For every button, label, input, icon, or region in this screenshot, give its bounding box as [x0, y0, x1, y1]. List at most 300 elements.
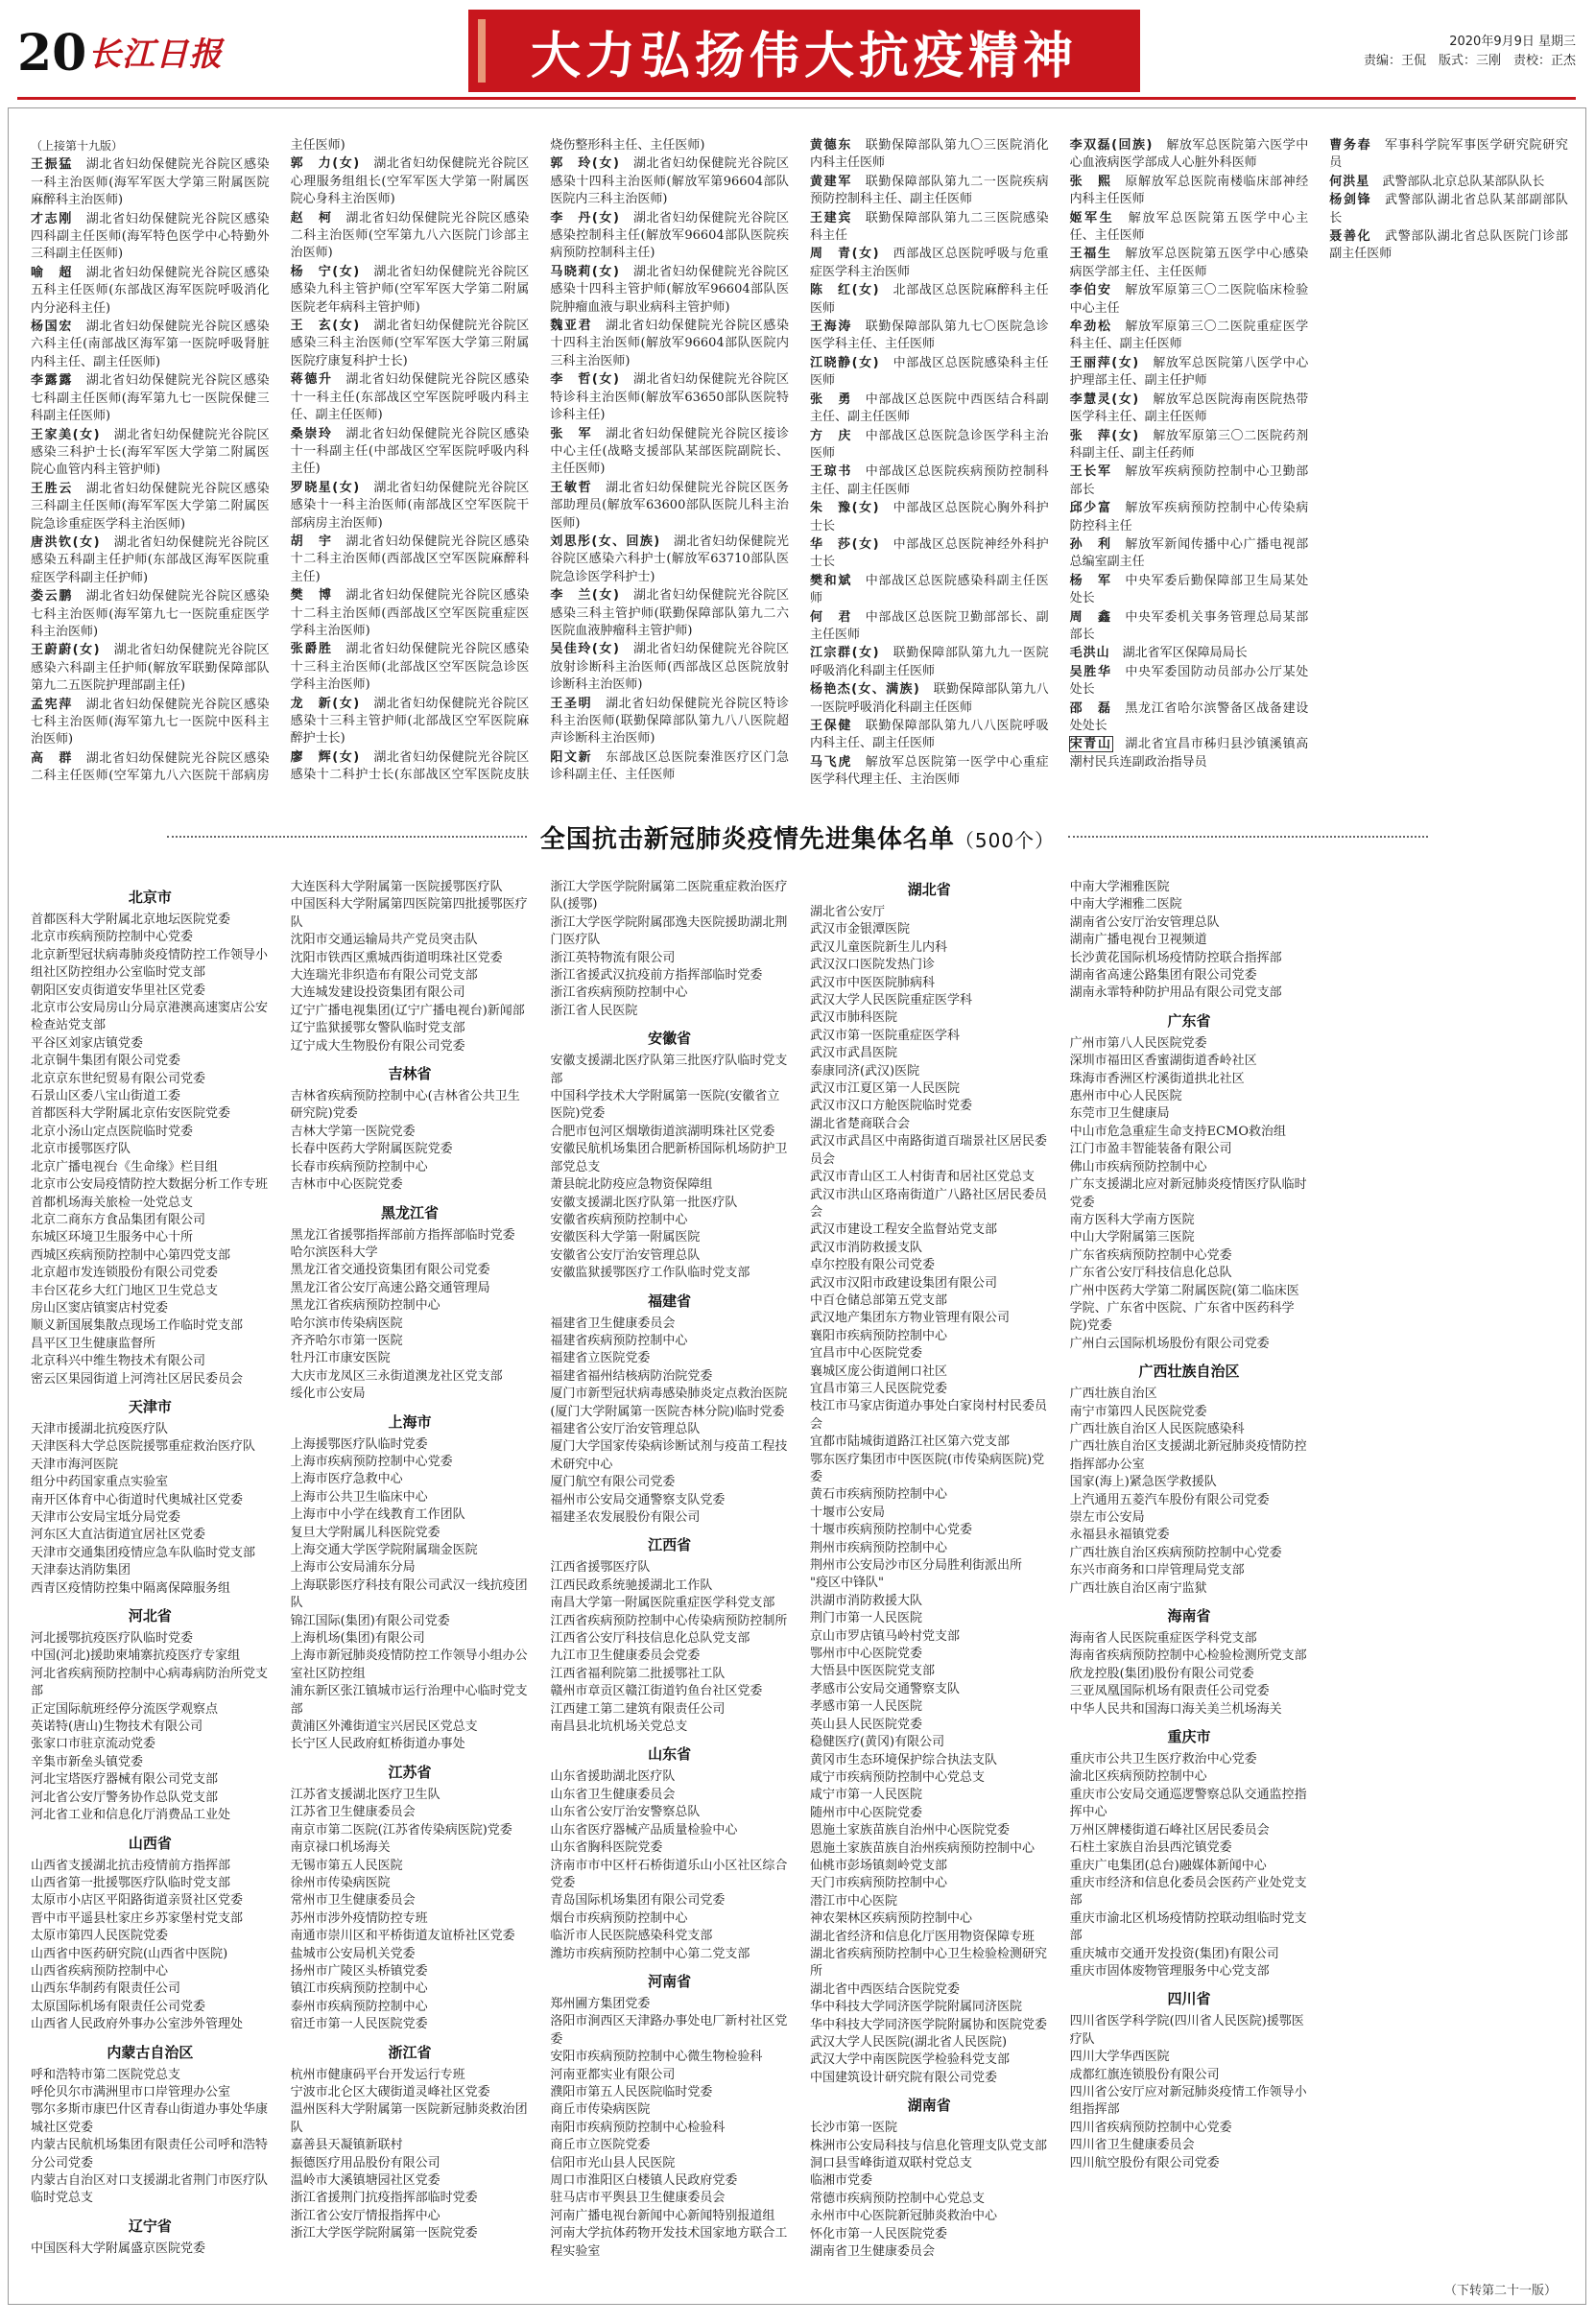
honoree-description: 军事科学院军事医学研究院研究员 — [1329, 138, 1568, 171]
honoree-description: 中部战区总医院感染科主任医师 — [809, 355, 1049, 389]
collective-entry: 安徽民航机场集团合肥新桥国际机场防护卫部党总支 — [550, 1142, 788, 1174]
collective-entry: 天津泰达消防集团 — [31, 1563, 131, 1578]
collective-entry: 上海交通大学医学院附属瑞金医院 — [290, 1543, 478, 1557]
honoree-description: 解放军原第三〇二医院临床检验中心主任 — [1069, 283, 1309, 316]
collective-entry: 平谷区刘家店镇党委 — [31, 1035, 144, 1051]
masthead — [17, 10, 1576, 94]
honoree-entry — [550, 426, 789, 479]
collective-entry: 青岛国际机场集团有限公司党委 — [550, 1893, 726, 1909]
honoree-name: 黄建军 — [809, 174, 853, 189]
honoree-name: 郭 玲(女) — [550, 156, 620, 172]
honoree-name: 邱少富 — [1069, 501, 1112, 516]
collective-entry: 湖南省卫生健康委员会 — [809, 2244, 935, 2260]
honoree-name: 李伯安 — [1069, 283, 1112, 298]
honoree-entry — [31, 534, 270, 587]
collective-entry: 神农架林区疾病预防控制中心 — [809, 1911, 972, 1927]
honoree-description: 湖北省妇幼保健院光谷院区感染控制科主任(解放军96604部队医院疾病预防控制科主任) — [550, 210, 789, 261]
collective-entry: 湖南永霏特种防护用品有限公司党支部 — [1069, 985, 1282, 1001]
honoree-entry — [550, 371, 789, 424]
province-heading: 广东省 — [1167, 1011, 1211, 1030]
collective-entry: 江苏省卫生健康委员会 — [290, 1805, 416, 1820]
honoree-name: 魏亚君 — [550, 319, 593, 334]
honoree-entry — [1070, 463, 1309, 499]
honoree-description: 湖北省妇幼保健院光谷院区感染九科主管护师(空军军医大学第二附属医院老年病科主管护师) — [290, 264, 530, 315]
collective-entry: 驻马店市平舆县卫生健康委员会 — [550, 2191, 726, 2206]
collective-entry: 武汉大学人民医院(湖北省人民医院) — [809, 2035, 1008, 2050]
honoree-entry — [810, 500, 1049, 535]
honoree-description: 湖北省妇幼保健院光谷院区感染十二科护士长(东部战区空军医院皮肤烧伤整形科主任、主任医师) — [290, 138, 705, 783]
collective-entry: 东莞市卫生健康局 — [1069, 1106, 1170, 1122]
collective-entry: 山西省疾病预防控制中心 — [31, 1963, 169, 1979]
collective-entry: 南开区体育中心街道时代奥城社区党委 — [31, 1492, 244, 1507]
province-heading: 江西省 — [648, 1536, 692, 1554]
honoree-name: 黄德东 — [809, 138, 853, 153]
honoree-name: 张 军 — [550, 426, 593, 441]
collective-entry: 仙桃市彭场镇剡岭党支部 — [809, 1858, 947, 1873]
collective-entry: 安阳市疾病预防控制中心微生物检验科 — [550, 2050, 763, 2065]
honoree-entry — [291, 371, 530, 424]
collective-entry: 深圳市福田区香蜜湖街道香岭社区 — [1069, 1054, 1257, 1069]
honoree-name: 杨 宁(女) — [290, 264, 361, 279]
honoree-description: 联勤保障部队第九二三医院感染科主任 — [809, 210, 1049, 244]
honoree-entry — [550, 318, 789, 370]
collective-entry: 天津市海河医院 — [31, 1457, 119, 1472]
honoree-entry — [810, 246, 1049, 281]
honoree-description: 解放军原第三〇二医院重症医学科主任、副主任医师 — [1069, 320, 1309, 352]
honoree-name: 曹务春 — [1329, 138, 1372, 153]
collective-entry: 广东支援湖北应对新冠肺炎疫情医疗队临时党委 — [1069, 1177, 1307, 1210]
collective-entry: 中山大学附属第三医院 — [1069, 1230, 1195, 1245]
honoree-description: 武警部队湖北省总队某部副部队长 — [1329, 193, 1568, 225]
collective-entry: 嘉善县天凝镇新联村 — [290, 2138, 403, 2153]
collective-entry: 宜都市陆城街道路江社区第六党支部 — [809, 1435, 1010, 1450]
collective-entry: 武汉市中医医院肺病科 — [809, 975, 935, 990]
honoree-name: 郭 力(女) — [290, 156, 361, 172]
continued-from-note: （上接第十九版） — [31, 139, 124, 153]
collective-entry: 北京市公安局房山分局京港澳高速窦店公安检查站党支部 — [31, 1001, 269, 1033]
collective-entry: 西城区疾病预防控制中心第四党支部 — [31, 1247, 231, 1263]
collective-entry: 随州市中心医院党委 — [809, 1805, 922, 1820]
collective-entry: 沈阳市交通运输局共产党员突击队 — [290, 933, 478, 948]
honoree-description: 湖北省妇幼保健院光谷院区放射诊断科主治医师(西部战区总医院放射诊断科主治医师) — [550, 642, 789, 693]
honoree-name: 王福生 — [1069, 247, 1112, 262]
collective-entry: 中南大学湘雅二医院 — [1069, 897, 1182, 913]
collective-entry: 江西省援鄂医疗队 — [550, 1560, 651, 1576]
masthead-rule — [17, 97, 1576, 100]
honoree-entry — [810, 681, 1049, 717]
honoree-name: 江晓静(女) — [809, 355, 880, 370]
collective-entry: 泰康同济(武汉)医院 — [809, 1063, 920, 1079]
honoree-name: 杨 军 — [1069, 573, 1112, 588]
honoree-entry — [810, 754, 1049, 790]
collective-entry: 大庆市龙凤区三永街道澳龙社区党支部 — [290, 1368, 503, 1384]
collective-entry: 惠州市中心人民医院 — [1069, 1089, 1182, 1104]
honoree-entry — [1070, 319, 1309, 354]
honoree-name: 李慧灵(女) — [1069, 391, 1140, 407]
collective-entry: 常州市卫生健康委员会 — [290, 1893, 416, 1909]
collective-entry: 黑龙江省公安厅高速公路交通管理局 — [290, 1280, 490, 1295]
banner-title: 大力弘扬伟大抗疫精神 — [530, 27, 1078, 85]
province-heading: 天津市 — [128, 1397, 172, 1415]
collective-entry: 安徽省公安厅治安管理总队 — [550, 1247, 701, 1263]
honoree-description: 湖北省妇幼保健院光谷院区感染六科主任(南部战区海军第一医院呼吸肾脏内科主任、副主任医师) — [31, 320, 270, 369]
collective-entry: 南通市崇川区和平桥街道友谊桥社区党委 — [290, 1929, 515, 1944]
collective-entry: 上海市公共卫生临床中心 — [290, 1489, 428, 1505]
collective-entry: 怀化市第一人民医院党委 — [809, 2226, 947, 2241]
province-heading: 黑龙江省 — [380, 1203, 439, 1221]
honoree-description: 北部战区总医院麻醉科主任医师 — [809, 283, 1049, 316]
collective-entry: 武汉市青山区工人村街青和居社区党总支 — [809, 1170, 1035, 1185]
collective-entry: 福建省福州结核病防治院党委 — [550, 1368, 713, 1384]
collective-entry: 安徽监狱援鄂医疗工作队临时党支部 — [550, 1266, 750, 1281]
collective-entry: 哈尔滨医科大学 — [290, 1245, 378, 1260]
honoree-name: 王长军 — [1069, 464, 1112, 480]
collective-entry: 恩施土家族苗族自治州中心医院党委 — [809, 1823, 1010, 1838]
province-heading: 河北省 — [128, 1607, 172, 1625]
honoree-entry — [291, 480, 530, 533]
province-heading: 内蒙古自治区 — [107, 2043, 194, 2061]
collective-entry: 洪湖市消防救援大队 — [809, 1593, 922, 1608]
honoree-entry — [291, 426, 530, 479]
collective-entry: 咸宁市第一人民医院 — [809, 1788, 922, 1803]
collective-entry: 鄂尔多斯市康巴什区青春山街道办事处华康城社区党委 — [31, 2102, 269, 2135]
collective-entry: 石景山区委八宝山街道工委 — [31, 1089, 181, 1104]
collective-entry: 安徽医科大学第一附属医院 — [550, 1230, 701, 1245]
collective-entry: 萧县皖北防疫应急物资保障组 — [550, 1177, 713, 1193]
collective-entry: 武汉市汉口方舱医院临时党委 — [809, 1099, 972, 1114]
collective-entry: 内蒙古民航机场集团有限责任公司呼和浩特分公司党委 — [31, 2138, 269, 2170]
collective-entry: 湖北省疾病预防控制中心卫生检验检测研究所 — [809, 1946, 1047, 1980]
collective-entry: 温州医科大学附属第一医院新冠肺炎救治团队 — [290, 2102, 528, 2135]
honoree-name: 王保健 — [809, 719, 853, 733]
collective-entry: 广东省疾病预防控制中心党委 — [1069, 1247, 1232, 1263]
collective-entry: 浙江省公安厅情报指挥中心 — [290, 2208, 440, 2223]
honoree-description: 解放军疾病预防控制中心传染病防控科主任 — [1069, 501, 1309, 534]
collective-entry: 盐城市公安局机关党委 — [290, 1946, 416, 1961]
collective-entry: 潜江市中心医院 — [809, 1893, 897, 1909]
collective-entry: 河南广播电视台新闻中心新闻特别报道组 — [550, 2208, 775, 2223]
collective-entry: 黑龙江省疾病预防控制中心 — [290, 1298, 440, 1314]
honoree-entry — [550, 641, 789, 694]
collective-entry: 常德市疾病预防控制中心党总支 — [809, 2191, 985, 2206]
honoree-description: 解放军总医院第五医学中心主任、主任医师 — [1069, 210, 1309, 244]
honoree-description: 联勤保障部队第九七〇医院急诊医学科主任、主任医师 — [809, 320, 1049, 352]
province-heading: 广西壮族自治区 — [1138, 1363, 1240, 1381]
collective-entry: 河北省工业和信息化厅消费品工业处 — [31, 1808, 231, 1823]
honoree-description: 湖北省妇幼保健院光谷院区感染二科主治医师(空军第九八六医院门诊部主治医师) — [290, 210, 530, 261]
honoree-name: 马晓莉(女) — [550, 264, 620, 279]
honoree-entry — [1070, 174, 1309, 209]
collective-entry: 山西省人民政府外事办公室涉外管理处 — [31, 2017, 244, 2032]
collective-entry: 荆门市第一人民医院 — [809, 1611, 922, 1626]
collective-entry: 临湘市党委 — [809, 2173, 872, 2189]
dateline — [1364, 33, 1576, 71]
honoree-name: 张爵胜 — [290, 642, 333, 657]
collective-entry: 上海援鄂医疗队临时党委 — [290, 1436, 428, 1452]
collective-entry: 牡丹江市康安医院 — [290, 1351, 391, 1366]
collective-entry: 武汉地产集团东方物业管理有限公司 — [809, 1311, 1010, 1326]
collective-entry: 山东省卫生健康委员会 — [550, 1787, 676, 1802]
collective-entry: 苏州市涉外疫情防控专班 — [290, 1910, 428, 1926]
collective-entry: 北京科兴中维生物技术有限公司 — [31, 1354, 206, 1369]
collective-entry: 广西壮族自治区支援湖北新冠肺炎疫情防控指挥部办公室 — [1069, 1439, 1307, 1472]
honoree-entry — [31, 319, 270, 371]
honoree-entry — [291, 641, 530, 694]
honoree-name: 高 群 — [31, 750, 74, 766]
collective-entry: 江门市盈丰智能装备有限公司 — [1069, 1142, 1232, 1157]
honoree-name: 李 丹(女) — [550, 210, 620, 225]
honoree-entry — [291, 534, 530, 586]
collective-entry: 上汽通用五菱汽车股份有限公司党委 — [1069, 1492, 1270, 1507]
collective-entry: 湖南广播电视台卫视频道 — [1069, 933, 1207, 948]
honoree-entry — [1070, 428, 1309, 463]
honoree-description: 湖北省妇幼保健院光谷院区感染四科副主任医师(海军特色医学中心特勤外三科副主任医师) — [31, 211, 270, 262]
province-heading: 北京市 — [128, 889, 172, 906]
collective-entry: 宜昌市第三人民医院党委 — [809, 1381, 947, 1396]
honoree-name: 龙 新(女) — [290, 696, 361, 711]
honoree-description: 湖北省军区保障局局长 — [1122, 646, 1248, 661]
collective-entry: 上海市公安局浦东分局 — [290, 1560, 416, 1576]
page-banner — [468, 10, 1140, 92]
collective-entry: 广西壮族自治区 — [1069, 1387, 1157, 1402]
honoree-description: 解放军总医院第八医学中心护理部主任、副主任护师 — [1069, 355, 1309, 389]
collective-entry: 厦门大学国家传染病诊断试剂与疫苗工程技术研究中心 — [550, 1439, 788, 1472]
honoree-name: 姬军生 — [1069, 210, 1115, 225]
honor-list — [31, 137, 1568, 799]
collective-entry: 江西省福利院第二批援鄂社工队 — [550, 1666, 726, 1681]
continued-to-note: （下转第二十一版） — [1443, 2284, 1557, 2298]
honoree-entry — [1329, 192, 1568, 227]
collective-entry: 安徽支援湖北医疗队第三批医疗队临时党支部 — [550, 1054, 788, 1086]
collective-entry: 河北宝塔医疗器械有限公司党支部 — [31, 1772, 219, 1788]
honoree-name: 阳文新 — [550, 749, 593, 765]
collective-entry: 潍坊市疾病预防控制中心第二党支部 — [550, 1946, 750, 1961]
collective-entry: 万州区牌楼街道石峰社区居民委员会 — [1069, 1822, 1270, 1838]
collective-entry: 武汉市洪山区珞南街道广八路社区居民委员会 — [809, 1187, 1047, 1220]
honoree-name: 桑崇玲 — [290, 426, 333, 441]
collective-entry: 天津医科大学总医院援鄂重症救治医疗队 — [31, 1439, 256, 1455]
honoree-description: 解放军原第三〇二医院药剂科副主任、副主任药师 — [1069, 428, 1309, 461]
collective-entry: 华中科技大学同济医学院附属同济医院 — [809, 2000, 1022, 2015]
honoree-entry — [810, 573, 1049, 608]
collective-entry: 湖北省经济和信息化厅医用物资保障专班 — [809, 1929, 1035, 1944]
collective-entry: 黄冈市生态环境保护综合执法支队 — [809, 1752, 997, 1767]
honoree-description: 中部战区总医院心胸外科护士长 — [809, 501, 1049, 534]
collective-entry: 十堰市疾病预防控制中心党委 — [809, 1523, 972, 1538]
collective-entry: 泰州市疾病预防控制中心 — [290, 1999, 428, 2014]
collective-entry: 商丘市传染病医院 — [550, 2102, 651, 2118]
collective-entry: 河东区大直沽街道宜居社区党委 — [31, 1528, 206, 1543]
honoree-entry — [31, 588, 270, 641]
honoree-name: 宋青山 — [1069, 737, 1112, 752]
collective-entry: 四川省疾病预防控制中心党委 — [1069, 2120, 1232, 2135]
honoree-description: 中部战区总医院卫勤部部长、副主任医师 — [809, 609, 1049, 642]
honoree-name: 何 君 — [809, 609, 853, 625]
collective-entry: 镇江市疾病预防控制中心 — [290, 1981, 428, 1997]
honoree-description: 湖北省妇幼保健院光谷院区感染十二科主治医师(西部战区空军医院重症医学科主治医师) — [290, 588, 530, 638]
collective-entry: 孝感市公安局交通警察支队 — [809, 1681, 960, 1696]
honoree-entry — [31, 211, 270, 264]
collective-entry: 山西省中医药研究院(山西省中医院) — [31, 1946, 228, 1961]
honoree-description: 联勤保障部队第九九一医院呼吸消化科副主任医师 — [809, 646, 1049, 678]
collective-entry: 上海市医疗急救中心 — [290, 1472, 403, 1487]
collective-entry: 海南省疾病预防控制中心检验检测所党支部 — [1069, 1648, 1307, 1664]
honoree-entry — [1070, 536, 1309, 572]
collective-entry: 广州中医药大学第二附属医院(第二临床医学院、广东省中医院、广东省中医药科学院)党委 — [1069, 1283, 1299, 1334]
honoree-name: 聂善化 — [1329, 229, 1372, 245]
honoree-description: 联勤保障部队第九八一医院呼吸消化科副主任医师 — [809, 682, 1049, 715]
collective-entry: 房山区窦店镇窦店村党委 — [31, 1300, 169, 1316]
honoree-name: 王振猛 — [31, 157, 74, 173]
honoree-entry — [1070, 645, 1309, 662]
honoree-description: 解放军疾病预防控制中心卫勤部部长 — [1069, 464, 1309, 497]
collective-entry: 崇左市公安局 — [1069, 1510, 1145, 1525]
collective-entry: 中华人民共和国海口海关美兰机场海关 — [1069, 1701, 1282, 1717]
honoree-name: 杨艳杰(女、满族) — [809, 682, 920, 698]
collective-entry: 永州市中心医院新冠肺炎救治中心 — [809, 2209, 997, 2224]
honoree-name: 周 青(女) — [809, 247, 880, 262]
dotted-rule-right — [1068, 836, 1428, 838]
collective-entry: 山东省公安厅治安警察总队 — [550, 1805, 701, 1820]
honoree-description: 湖北省妇幼保健院光谷院区特诊科主治医师(解放军63650部队医院特诊科主任) — [550, 372, 789, 423]
collective-entry: 襄城区庞公街道闸口社区 — [809, 1364, 947, 1379]
collective-entry: 合肥市包河区烟墩街道滨湖明珠社区党委 — [550, 1124, 775, 1139]
collective-entry: 恩施土家族苗族自治州疾病预防控制中心 — [809, 1840, 1035, 1856]
collective-entry: 重庆广电集团(总台)融媒体新闻中心 — [1069, 1858, 1267, 1873]
province-heading: 山西省 — [128, 1834, 172, 1852]
honoree-name: 陈 红(女) — [809, 283, 880, 298]
collective-entry: 黑龙江省援鄂指挥部前方指挥部临时党委 — [290, 1227, 515, 1243]
collective-entry: 浙江英特物流有限公司 — [550, 950, 676, 965]
collective-entry: 荆州市疾病预防控制中心 — [809, 1540, 947, 1555]
collective-entry: 濮阳市第五人民医院临时党委 — [550, 2084, 713, 2099]
honoree-name: 王胜云 — [31, 481, 74, 496]
honoree-description: 中央军委后勤保障部卫生局某处处长 — [1069, 573, 1309, 606]
collective-entry: 重庆城市交通开发投资(集团)有限公司 — [1069, 1946, 1279, 1961]
collective-entry: 振德医疗用品股份有限公司 — [290, 2155, 440, 2170]
collective-entry: 山西省第一批援鄂医疗队临时党支部 — [31, 1875, 231, 1890]
honoree-name: 李双磊(回族) — [1069, 138, 1154, 153]
honoree-entry — [810, 536, 1049, 572]
collective-entry: 南京禄口机场海关 — [290, 1840, 391, 1856]
honoree-entry — [1329, 174, 1568, 191]
collective-entry: 中国医科大学附属第四医院第四批援鄂医疗队 — [290, 897, 528, 930]
collective-entry: 长宁区人民政府虹桥街道办事处 — [290, 1737, 465, 1752]
collective-entry: 长春中医药大学附属医院党委 — [290, 1142, 453, 1157]
collective-entry: 浙江大学医学院附属第一医院党委 — [290, 2226, 478, 2241]
collective-entry: 密云区果园街道上河湾社区居民委员会 — [31, 1371, 244, 1387]
honoree-name: 朱 豫(女) — [809, 501, 880, 516]
honoree-description: 中央军委国防动员部办公厅某处处长 — [1069, 664, 1309, 698]
collective-entry: 朝阳区安贞街道安华里社区党委 — [31, 983, 206, 998]
collective-entry: 四川省医学科学院(四川省人民医院)援鄂医疗队 — [1069, 2014, 1304, 2047]
collective-entry: 宁波市北仑区大碶街道灵峰社区党委 — [290, 2084, 490, 2099]
collective-entry: 南京市第二医院(江苏省传染病医院)党委 — [290, 1822, 512, 1838]
collective-entry: 武汉市肺科医院 — [809, 1010, 897, 1026]
collective-entry: 珠海市香洲区柠溪街道拱北社区 — [1069, 1071, 1245, 1086]
collective-entry: 重庆市渝北区机场疫情防控联动组临时党支部 — [1069, 1910, 1307, 1944]
collective-entry: 长沙市第一医院 — [809, 2121, 897, 2136]
honoree-description: 湖北省妇幼保健院光谷院区感染五科主任医师(东部战区海军医院呼吸消化内分泌科主任) — [31, 265, 270, 316]
honoree-description: 湖北省妇幼保健院光谷院区感染三科主管护师(联勤保障部队第九二六医院血液肿瘤科主管护师) — [550, 588, 789, 638]
collective-entry: 黑龙江省交通投资集团有限公司党委 — [290, 1263, 490, 1278]
section-title-text: 全国抗击新冠肺炎疫情先进集体名单 — [539, 824, 955, 854]
collective-entry: 中国医科大学附属盛京医院党委 — [31, 2241, 206, 2256]
collective-entry: 呼伦贝尔市满洲里市口岸管理办公室 — [31, 2084, 231, 2099]
honoree-entry — [810, 174, 1049, 209]
honoree-entry — [810, 428, 1049, 463]
province-heading: 河南省 — [648, 1972, 692, 1990]
collective-entry: 组分中药国家重点实验室 — [31, 1475, 169, 1490]
honoree-entry — [1070, 246, 1309, 281]
honoree-description: 中部战区总医院中西医结合科副主任、副主任医师 — [809, 391, 1049, 425]
collective-entry: 福建圣农发展股份有限公司 — [550, 1510, 701, 1525]
honoree-name: 王 玄(女) — [290, 319, 361, 334]
collective-entry: 大悟县中医医院党支部 — [809, 1664, 935, 1679]
collective-entry: 天门市疾病预防控制中心 — [809, 1876, 947, 1891]
collective-entry: 安徽支援湖北医疗队第一批医疗队 — [550, 1195, 738, 1210]
honoree-description: 湖北省妇幼保健院光谷院区感染十一科副主任(中部战区空军医院呼吸内科主任) — [290, 426, 530, 477]
honoree-entry — [1070, 736, 1309, 771]
collective-entry: 京山市罗店镇马岭村党支部 — [809, 1628, 960, 1644]
collective-entry: 宿迁市第一人民医院党委 — [290, 2017, 428, 2032]
collective-entry: 东兴市商务和口岸管理局党支部 — [1069, 1563, 1245, 1578]
collective-entry: 首都医科大学附属北京佑安医院党委 — [31, 1106, 231, 1122]
honoree-description: 湖北省妇幼保健院光谷院区感染三科护士长(海军军医大学第二附属医院心血管内科主管护师) — [31, 427, 270, 478]
honoree-description: 中部战区总医院感染科副主任医师 — [809, 573, 1049, 606]
collective-entry: 四川省卫生健康委员会 — [1069, 2138, 1195, 2153]
collective-entry: 大连医科大学附属第一医院援鄂医疗队 — [290, 880, 503, 894]
honoree-description: 中央军委机关事务管理总局某部部长 — [1069, 609, 1309, 642]
collective-entry: 海南省人民医院重症医学科党支部 — [1069, 1631, 1257, 1647]
honoree-entry — [810, 609, 1049, 645]
honoree-name: 周 鑫 — [1069, 609, 1112, 625]
collective-entry: 赣州市章贡区赣江街道钓鱼台社区党委 — [550, 1684, 763, 1699]
honoree-description: 湖北省妇幼保健院光谷院区感染十一科主任(东部战区空军医院呼吸内科主任、副主任医师) — [290, 372, 530, 423]
collective-entry: 卓尔控股有限公司党委 — [809, 1258, 935, 1273]
editor-credits: 责编：王侃 版式：三刚 责校：正杰 — [1363, 54, 1576, 68]
collective-entry: 锦江国际(集团)有限公司党委 — [290, 1613, 450, 1628]
honoree-name: 刘思彤(女、回族) — [550, 534, 661, 549]
honoree-name: 江宗群(女) — [809, 646, 880, 661]
collective-entry: 武汉汉口医院发热门诊 — [809, 958, 935, 973]
honoree-name: 唐洪钦(女) — [31, 534, 101, 550]
collective-entry: 商丘市立医院党委 — [550, 2138, 651, 2153]
collective-entry: 内蒙古自治区对口支援湖北省荆门市医疗队临时党总支 — [31, 2173, 269, 2206]
honoree-entry — [1070, 664, 1309, 700]
collective-entry: 上海市新冠肺炎疫情防控工作领导小组办公室社区防控组 — [290, 1648, 528, 1681]
honoree-entry — [291, 155, 530, 208]
honoree-entry — [550, 480, 789, 533]
collective-entry: 杭州市健康码平台开发运行专班 — [290, 2067, 465, 2082]
collective-entry: 四川大学华西医院 — [1069, 2050, 1170, 2065]
province-heading: 湖南省 — [907, 2097, 951, 2115]
collective-entry: 华中科技大学同济医学院附属协和医院党委 — [809, 2017, 1047, 2032]
honoree-name: 赵 柯 — [290, 210, 333, 225]
honoree-entry — [810, 463, 1049, 499]
honoree-description: 湖北省妇幼保健院光谷院区感染一科主治医师(海军军医大学第三附属医院麻醉科主治医师) — [31, 157, 270, 208]
honoree-entry — [291, 587, 530, 640]
collective-entry: 湖南省高速公路集团有限公司党委 — [1069, 968, 1257, 984]
honoree-entry — [31, 427, 270, 480]
collective-entry: 武汉市消防救援支队 — [809, 1240, 922, 1255]
honoree-name: 牟劲松 — [1069, 320, 1112, 335]
collective-entry: 吉林省疾病预防控制中心(吉林省公共卫生研究院)党委 — [290, 1089, 520, 1122]
collective-entry: 上海联影医疗科技有限公司武汉一线抗疫团队 — [290, 1577, 528, 1611]
honoree-entry — [1070, 137, 1309, 173]
collective-entry: 山东省胸科医院党委 — [550, 1840, 663, 1856]
collective-entry: 中国科学技术大学附属第一医院(安徽省立医院)党委 — [550, 1089, 780, 1122]
